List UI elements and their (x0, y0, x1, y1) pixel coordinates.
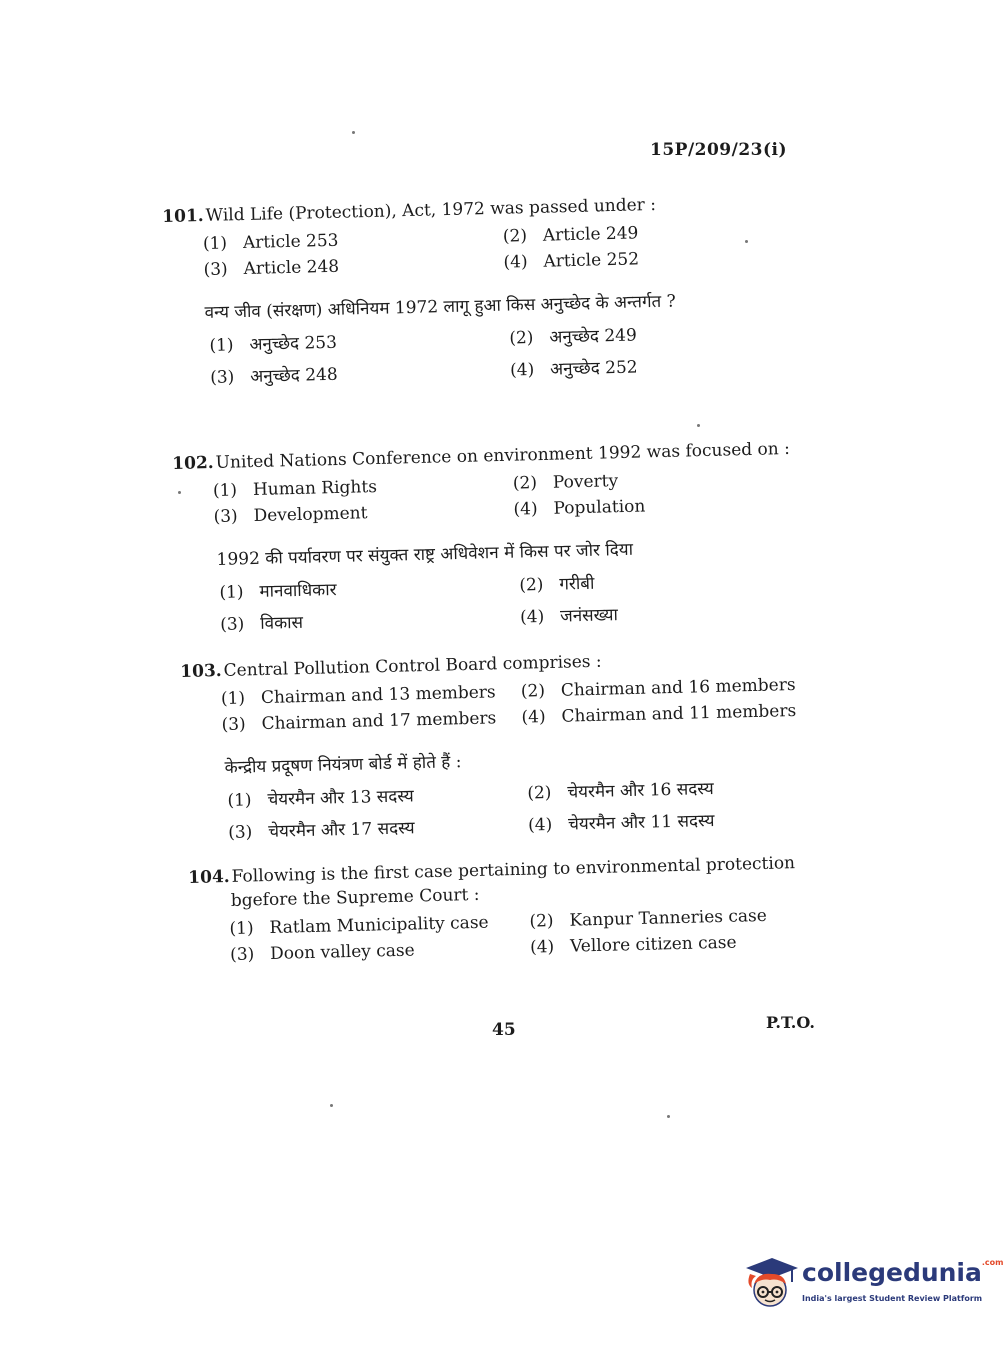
scan-speck (667, 1115, 670, 1118)
question-stem-hi: वन्य जीव (संरक्षण) अधिनियम 1972 लागू हुआ किस अनुच्छेद के अन्तर्गत ? (204, 291, 676, 323)
brand-name: collegedunia$^{.com}$ (802, 1258, 1004, 1287)
option: (3) अनुच्छेद 248 (209, 364, 338, 388)
option: (2) Kanpur Tanneries case (529, 905, 768, 932)
option: (1) Chairman and 13 members (220, 682, 496, 710)
question-number: 103. (180, 660, 222, 682)
student-mascot-icon (742, 1252, 800, 1310)
option: (2) Chairman and 16 members (520, 674, 796, 702)
options-hi (183, 773, 864, 846)
option: (2) Poverty (512, 471, 619, 494)
question-101 (162, 188, 846, 391)
option: (4) जनंसख्या (519, 605, 619, 628)
scan-speck (352, 131, 355, 134)
option: (4) Article 252 (503, 249, 640, 273)
question-104 (188, 850, 830, 968)
option: (4) Vellore citizen case (529, 932, 737, 958)
option: (3) चेयरमैन और 17 सदस्य (227, 818, 415, 843)
question-text: Wild Life (Protection), Act, 1972 was passed under : (205, 194, 657, 226)
options-en (189, 902, 830, 968)
scan-speck (330, 1104, 333, 1107)
pto-label: P.T.O. (766, 1013, 815, 1032)
paper-code: 15P/209/23(i) (650, 140, 788, 160)
option: (1) अनुच्छेद 253 (209, 332, 338, 356)
collegedunia-watermark (742, 1250, 1004, 1320)
question-text: United Nations Conference on environment 1992 was focused on : (215, 438, 791, 473)
brand-tld: .com (981, 1258, 1004, 1267)
option: (4) Population (513, 496, 646, 520)
option: (4) अनुच्छेद 252 (509, 357, 638, 381)
option: (3) Doon valley case (229, 940, 415, 965)
options-hi (165, 318, 846, 391)
option: (2) चेयरमैन और 16 सदस्य (527, 779, 714, 804)
option: (1) मानवाधिकार (219, 580, 337, 603)
question-number: 101. (162, 205, 204, 227)
question-stem-hi: 1992 की पर्यावरण पर संयुक्त राष्ट्र अधिवेशन में किस पर जोर दिया (216, 539, 634, 570)
option: (1) Ratlam Municipality case (229, 912, 489, 940)
option: (2) अनुच्छेद 249 (509, 325, 638, 349)
option: (1) Article 253 (202, 230, 339, 255)
option: (2) गरीबी (519, 573, 595, 596)
option: (2) Article 249 (502, 223, 639, 247)
page-number: 45 (492, 1020, 516, 1040)
question-stem-hi: केन्द्रीय प्रदूषण नियंत्रण बोर्ड में होते हैं : (224, 752, 462, 778)
option: (4) चेयरमैन और 11 सदस्य (527, 810, 715, 836)
question-number: 102. (172, 452, 214, 474)
options-hi (175, 565, 856, 638)
option: (1) Human Rights (212, 477, 378, 502)
option: (3) Development (213, 503, 368, 527)
question-102 (172, 435, 856, 638)
question-text: Central Pollution Control Board comprises : (223, 651, 602, 681)
option: (3) Article 248 (203, 256, 340, 281)
question-number: 104. (188, 866, 230, 888)
option: (4) Chairman and 11 members (521, 700, 797, 728)
brand-tagline: India's largest Student Review Platform (802, 1294, 983, 1303)
option: (3) विकास (219, 612, 304, 635)
option: (3) Chairman and 17 members (221, 708, 497, 735)
question-103 (180, 643, 864, 846)
question-text: Following is the first case pertaining to environmental protection bgefore the Supreme Court : (230, 853, 796, 911)
option: (1) चेयरमैन और 13 सदस्य (227, 786, 415, 811)
scan-speck (697, 424, 700, 427)
